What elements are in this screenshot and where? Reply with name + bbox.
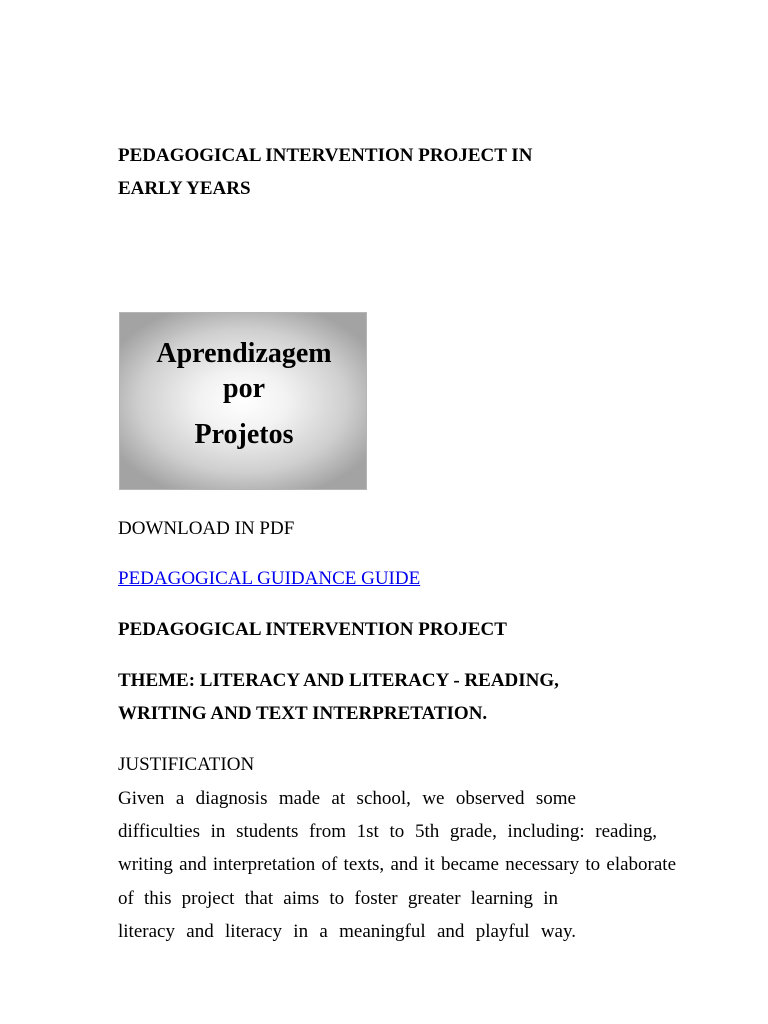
justification-line-5: literacy and literacy in a meaningful and playful way. bbox=[118, 921, 576, 942]
cover-text-line-1: Aprendizagem bbox=[156, 338, 332, 369]
justification-line-4: of this project that aims to foster greater learning in bbox=[118, 888, 558, 909]
project-heading: PEDAGOGICAL INTERVENTION PROJECT bbox=[118, 619, 507, 640]
cover-text-line-2: por bbox=[223, 373, 265, 404]
justification-line-1: Given a diagnosis made at school, we observed some bbox=[118, 788, 576, 809]
justification-line-3: writing and interpretation of texts, and it became necessary to elaborate bbox=[118, 854, 676, 875]
document-title-line-2: EARLY YEARS bbox=[118, 178, 251, 199]
guidance-guide-link[interactable]: PEDAGOGICAL GUIDANCE GUIDE bbox=[118, 568, 421, 589]
cover-image bbox=[119, 312, 367, 490]
justification-heading: JUSTIFICATION bbox=[118, 754, 255, 775]
cover-text-line-3: Projetos bbox=[194, 419, 294, 450]
document-title-line-1: PEDAGOGICAL INTERVENTION PROJECT IN bbox=[118, 145, 533, 166]
justification-line-2: difficulties in students from 1st to 5th grade, including: reading, bbox=[118, 821, 657, 842]
theme-line-1: THEME: LITERACY AND LITERACY - READING, bbox=[118, 670, 559, 691]
theme-line-2: WRITING AND TEXT INTERPRETATION. bbox=[118, 703, 488, 724]
download-label: DOWNLOAD IN PDF bbox=[118, 518, 295, 539]
